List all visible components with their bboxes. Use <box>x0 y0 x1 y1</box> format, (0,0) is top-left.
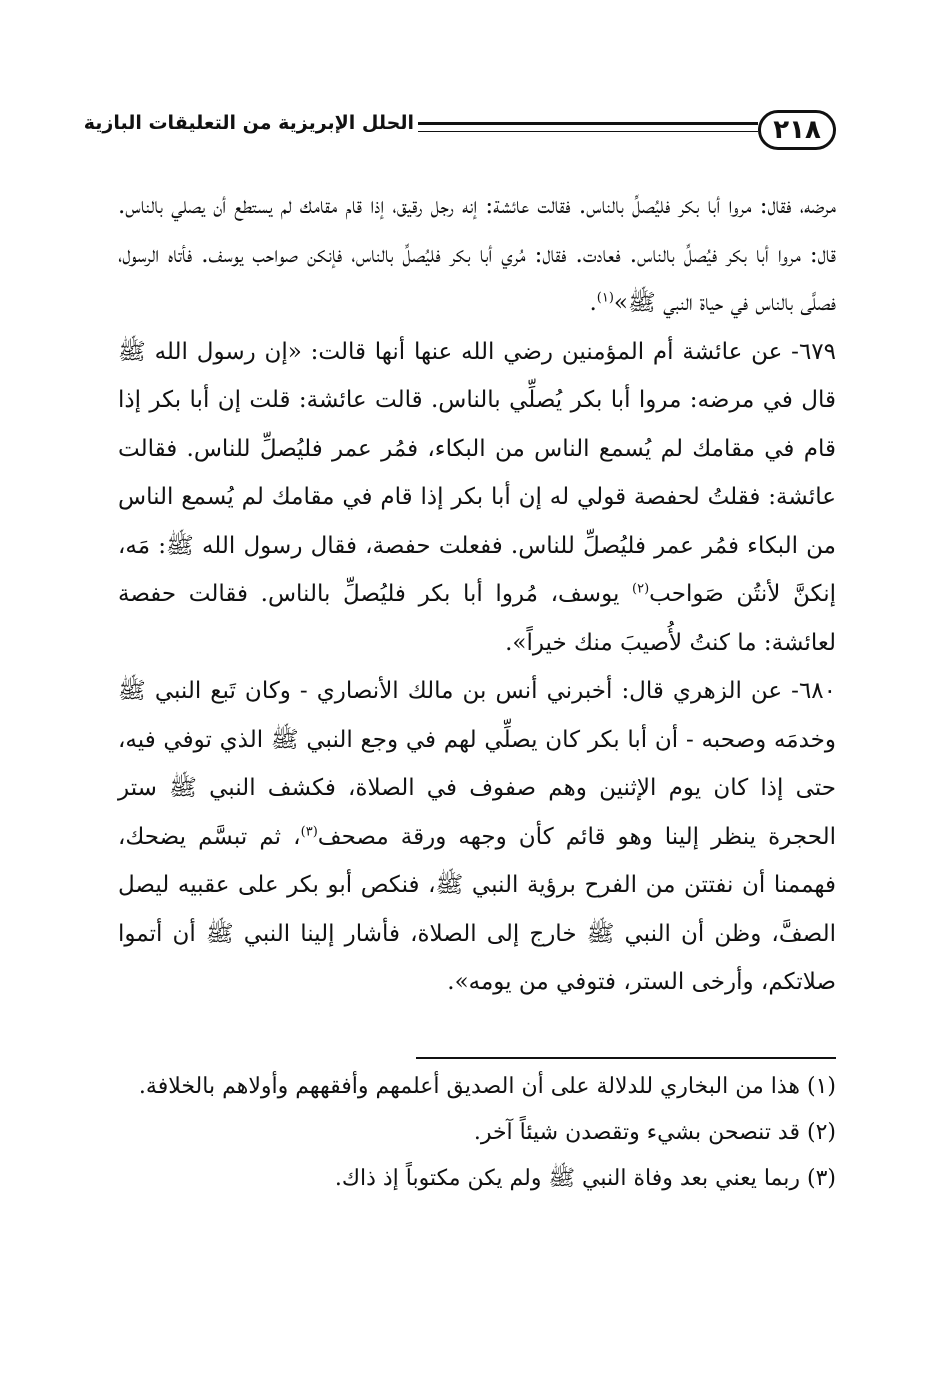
footnote-ref: (٣) <box>300 823 318 839</box>
main-text <box>118 182 836 1007</box>
page-number-text: ٢١٨ <box>773 115 821 145</box>
paragraph-text: ، ثم تبسَّم يضحك، فهممنا أن نفتتن من الفرح برؤية النبي ﷺ، فنكص أبو بكر على عقبيه ليصل الصفَّ، وظن أن النبي ﷺ خارج إلى الصلاة، فأشار إلينا النبي ﷺ أن أتموا صلاتكم، وأرخى الستر، فتوفي من يومه». <box>118 823 836 995</box>
running-title: الحلل الإبريزية من التعليقات البازية <box>83 112 414 134</box>
footnote-ref: (١) <box>596 290 614 306</box>
hadith-680 <box>118 667 836 1007</box>
footnote-divider <box>416 1057 836 1059</box>
paragraph-text: يوسف، مُروا أبا بكر فليُصلِّ بالناس. فقالت حفصة لعائشة: ما كنتُ لأُصيبَ منك خيراً». <box>118 581 836 656</box>
paragraph-continuation <box>118 182 836 328</box>
footnote-ref: (٢) <box>632 581 650 597</box>
footnotes <box>118 1064 836 1202</box>
footnote-2: (٢) قد تنصحن بشيء وتقصدن شيئاً آخر. <box>473 1120 836 1145</box>
paragraph-end: . <box>589 290 597 316</box>
page-header <box>83 108 836 156</box>
hadith-679 <box>118 328 836 668</box>
footnote-3: (٣) ربما يعني بعد وفاة النبي ﷺ ولم يكن مكتوباً إذ ذاك. <box>334 1166 836 1191</box>
paragraph-text: مرضه، فقال: مروا أبا بكر فليُصلِّ بالناس. فقالت عائشة: إنه رجل رقيق، إذا قام مقامك لم يستطع أن يصلي بالناس. قال: مروا أبا بكر فيُصلِّ بالناس. فعادت. فقال: مُري أبا بكر فليُصلِّ بالناس، فإنكن صواحب يوسف. فأتاه الرسول، فصلَّى بالناس في حياة النبي ﷺ» <box>118 193 836 316</box>
footnote-1: (١) هذا من البخاري للدلالة على أن الصديق أعلمهم وأفقههم وأولاهم بالخلافة. <box>138 1074 836 1099</box>
paragraph-text: ٦٨٠- عن الزهري قال: أخبرني أنس بن مالك الأنصاري - وكان تَبع النبي ﷺ وخدمَه وصحبه - أن أبا بكر كان يصلِّي لهم في وجع النبي ﷺ الذي توفي فيه، حتى إذا كان يوم الإثنين وهم صفوف في الصلاة، فكشف النبي ﷺ ستر الحجرة ينظر إلينا وهو قائم كأن وجهه ورقة مصحف <box>118 678 837 850</box>
paragraph-text: ٦٧٩- عن عائشة أم المؤمنين رضي الله عنها أنها قالت: «إن رسول الله ﷺ قال في مرضه: مروا أبا بكر يُصلِّي بالناس. قالت عائشة: قلت إن أبا بكر إذا قام في مقامك لم يُسمع الناس من البكاء، فمُر عمر فليُصلِّ للناس. فقالت عائشة: فقلتُ لحفصة قولي له إن أبا بكر إذا قام في مقامك لم يُسمع الناس من البكاء فمُر عمر فليُصلِّ للناس. ففعلت حفصة، فقال رسول الله ﷺ: مَه، إنكنَّ لأنتُن صَواحب <box>118 338 836 607</box>
page-number <box>758 110 836 150</box>
header-rule <box>418 122 758 132</box>
